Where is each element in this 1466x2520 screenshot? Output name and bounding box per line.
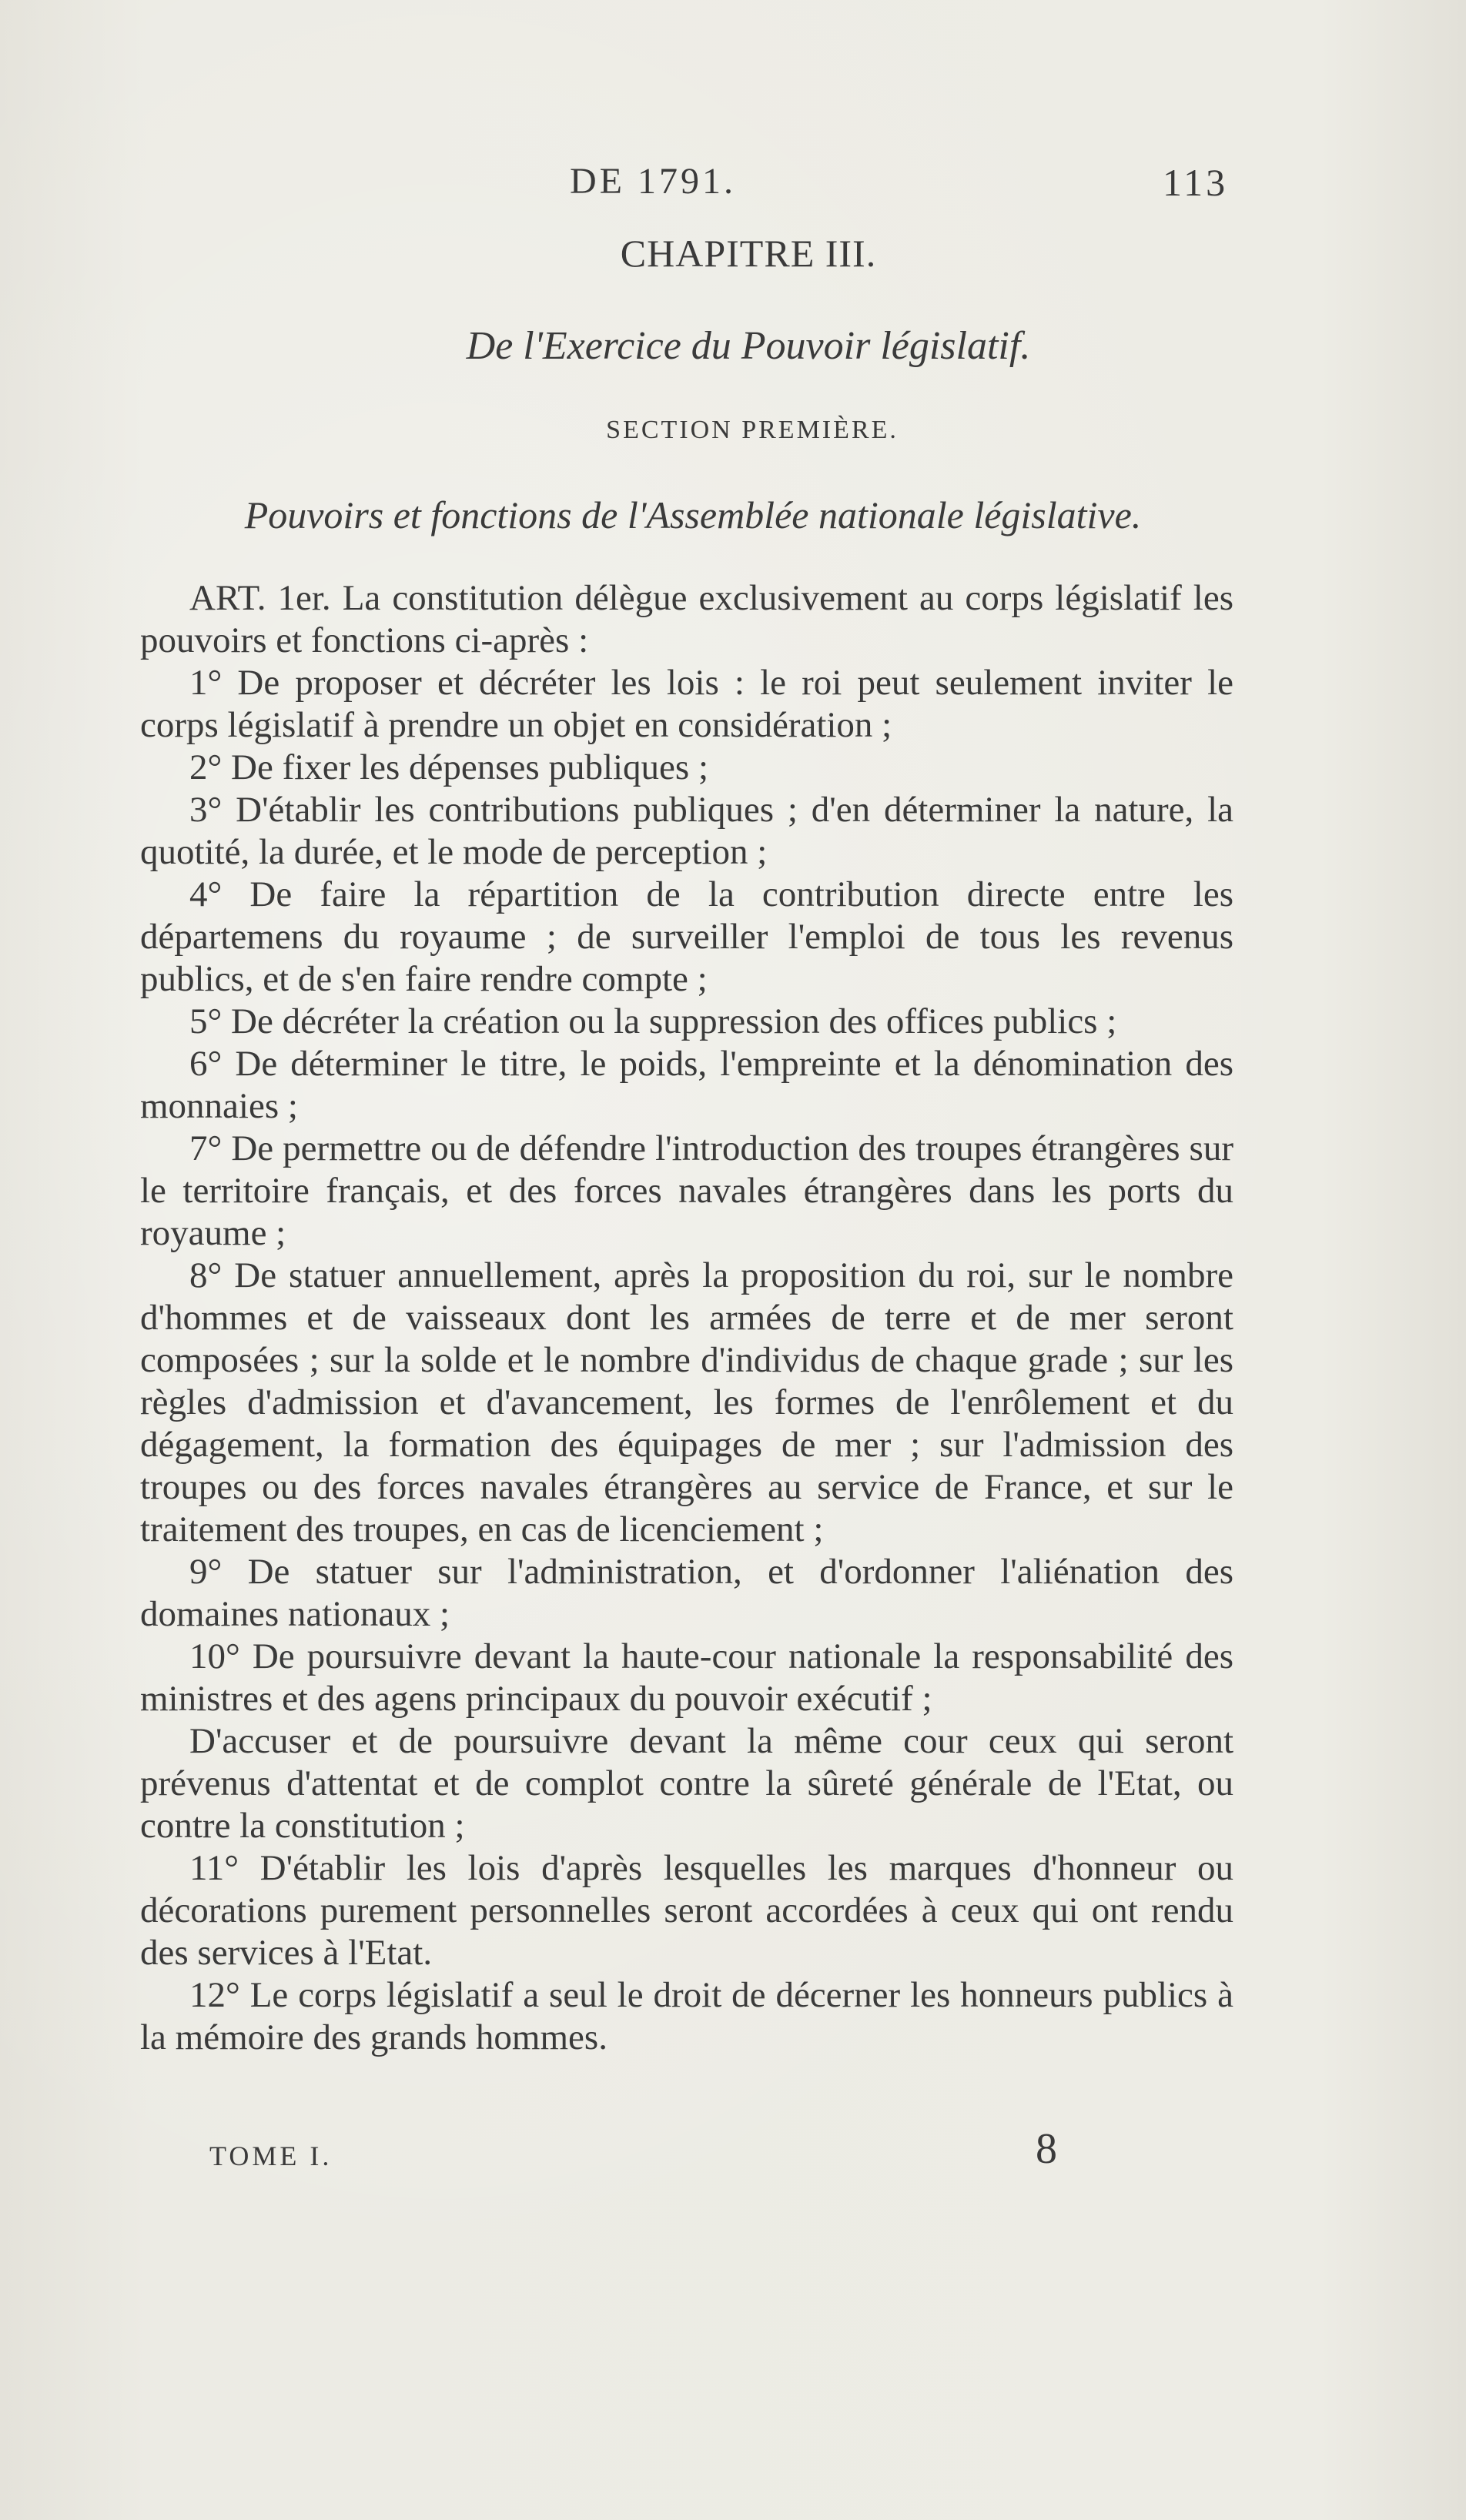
- page-footer: [0, 2124, 1466, 2186]
- paragraph-item-10: 10° De poursuivre devant la haute-cour nationale la responsabilité des ministres et des agens principaux du pouvoir exécutif ;: [140, 1636, 1233, 1719]
- article-body: [140, 577, 1233, 2059]
- paragraph-item-3: 3° D'établir les contributions publiques ; d'en déterminer la nature, la quotité, la durée, et le mode de perception ;: [140, 790, 1233, 872]
- chapter-title: CHAPITRE III.: [620, 232, 877, 275]
- paragraph-item-6: 6° De déterminer le titre, le poids, l'empreinte et la dénomination des monnaies ;: [140, 1044, 1233, 1126]
- chapter-subtitle: De l'Exercice du Pouvoir législatif.: [466, 324, 1031, 368]
- running-head: [0, 160, 1466, 214]
- page-number: 113: [1163, 161, 1229, 204]
- paragraph-article-1: ART. 1er. La constitution délègue exclusivement au corps législatif les pouvoirs et fonctions ci-après :: [140, 578, 1233, 660]
- paragraph-item-9: 9° De statuer sur l'administration, et d'ordonner l'aliénation des domaines nationaux ;: [140, 1552, 1233, 1634]
- paragraph-item-12: 12° Le corps législatif a seul le droit de décerner les honneurs publics à la mémoire des grands hommes.: [140, 1975, 1233, 2057]
- paragraph-item-4: 4° De faire la répartition de la contribution directe entre les départemens du royaume ; de surveiller l'emploi de tous les revenus publics, et de s'en faire rendre compte ;: [140, 874, 1233, 999]
- paragraph-item-8: 8° De statuer annuellement, après la proposition du roi, sur le nombre d'hommes et de vaisseaux dont les armées de terre et de mer seront composées ; sur la solde et le nombre d'individus de chaque grade ; sur les règles d'admission et d'avancement, les formes de l'enrôlement et du dégagement, la formation des équipages de mer ; sur l'admission des troupes ou des forces navales étrangères au service de France, et sur le traitement des troupes, en cas de licenciement ;: [140, 1255, 1233, 1549]
- section-title: SECTION PREMIÈRE.: [606, 416, 899, 444]
- paragraph-item-2: 2° De fixer les dépenses publiques ;: [189, 747, 709, 787]
- paragraph-item-5: 5° De décréter la création ou la suppression des offices publics ;: [189, 1001, 1117, 1041]
- paragraph-item-11: 11° D'établir les lois d'après lesquelles les marques d'honneur ou décorations purement personnelles seront accordées à ceux qui ont rendu des services à l'Etat.: [140, 1848, 1233, 1973]
- paragraph-item-10-continued: D'accuser et de poursuivre devant la même cour ceux qui seront prévenus d'attentat et de complot contre la sûreté générale de l'Etat, ou contre la constitution ;: [140, 1721, 1233, 1846]
- paragraph-item-1: 1° De proposer et décréter les lois : le roi peut seulement inviter le corps législatif à prendre un objet en considération ;: [140, 663, 1233, 745]
- signature-mark: 8: [1036, 2125, 1057, 2173]
- paragraph-item-7: 7° De permettre ou de défendre l'introduction des troupes étrangères sur le territoire français, et des forces navales étrangères dans les ports du royaume ;: [140, 1128, 1233, 1253]
- section-subtitle: Pouvoirs et fonctions de l'Assemblée nationale législative.: [244, 493, 1142, 536]
- running-head-title: DE 1791.: [570, 161, 736, 202]
- volume-marker: TOME I.: [209, 2141, 333, 2171]
